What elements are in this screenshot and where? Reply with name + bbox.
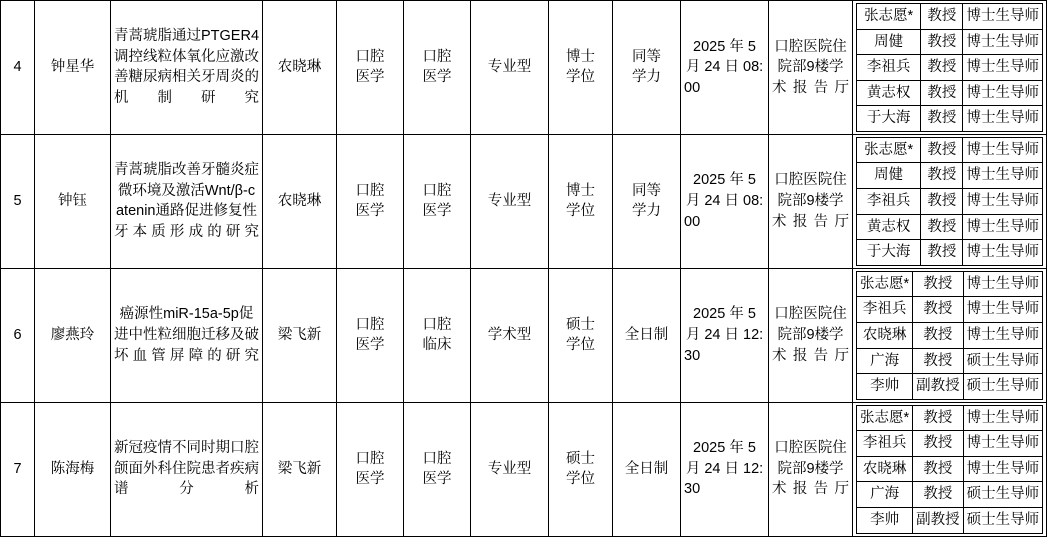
committee-list — [856, 137, 1043, 266]
member-name: 广海 — [857, 482, 913, 508]
member-name: 于大海 — [857, 106, 921, 132]
cell-discipline-secondary — [404, 1, 471, 135]
member-rank: 教授 — [913, 322, 964, 348]
member-rank: 教授 — [913, 297, 964, 323]
member-name: 李祖兵 — [857, 189, 921, 215]
cell-degree-level — [549, 402, 613, 536]
cell-degree-type: 专业型 — [471, 402, 549, 536]
member-role: 博士生导师 — [963, 4, 1043, 30]
committee-member — [857, 431, 1043, 457]
member-rank: 教授 — [921, 4, 963, 30]
member-name: 张志愿* — [857, 271, 913, 297]
member-rank: 副教授 — [913, 507, 964, 533]
member-rank: 教授 — [921, 189, 963, 215]
member-role: 博士生导师 — [963, 189, 1043, 215]
member-role: 博士生导师 — [963, 137, 1043, 163]
member-role: 博士生导师 — [963, 431, 1043, 457]
cell-index: 7 — [1, 402, 35, 536]
committee-member — [857, 348, 1043, 374]
cell-defense-time: 2025 年 5 月 24 日 08:00 — [681, 1, 769, 135]
discipline-line: 医学 — [355, 337, 385, 354]
discipline-line: 医学 — [422, 471, 452, 488]
member-role: 博士生导师 — [963, 106, 1043, 132]
discipline-line: 口腔 — [355, 48, 385, 65]
cell-discipline-primary — [337, 402, 404, 536]
member-name: 张志愿* — [857, 4, 921, 30]
table-row — [1, 134, 1047, 268]
degree-line: 学位 — [566, 203, 595, 220]
member-role: 博士生导师 — [963, 271, 1043, 297]
discipline-line: 口腔 — [355, 316, 385, 333]
discipline-line: 医学 — [355, 471, 385, 488]
cell-advisor: 农晓琳 — [263, 1, 337, 135]
member-name: 黄志权 — [857, 214, 921, 240]
discipline-line: 医学 — [355, 203, 385, 220]
committee-list — [856, 3, 1043, 132]
cell-defense-place: 口腔医院住院部9楼学术报告厅 — [769, 402, 853, 536]
cell-committee — [853, 402, 1047, 536]
member-role: 博士生导师 — [963, 29, 1043, 55]
cell-student-name: 钟星华 — [35, 1, 111, 135]
committee-member — [857, 374, 1043, 400]
member-name: 李祖兵 — [857, 55, 921, 81]
committee-member — [857, 214, 1043, 240]
table-row — [1, 402, 1047, 536]
cell-defense-place: 口腔医院住院部9楼学术报告厅 — [769, 134, 853, 268]
committee-member — [857, 322, 1043, 348]
member-role: 博士生导师 — [963, 163, 1043, 189]
member-role: 博士生导师 — [963, 214, 1043, 240]
member-name: 李帅 — [857, 507, 913, 533]
member-name: 广海 — [857, 348, 913, 374]
discipline-line: 口腔 — [422, 48, 452, 65]
cell-index: 4 — [1, 1, 35, 135]
discipline-line: 口腔 — [355, 450, 385, 467]
member-rank: 教授 — [921, 106, 963, 132]
cell-discipline-secondary — [404, 134, 471, 268]
member-name: 李祖兵 — [857, 431, 913, 457]
cell-discipline-primary — [337, 134, 404, 268]
mode-line: 学力 — [632, 203, 661, 220]
member-rank: 教授 — [913, 431, 964, 457]
cell-defense-place: 口腔医院住院部9楼学术报告厅 — [769, 268, 853, 402]
member-role: 博士生导师 — [963, 297, 1043, 323]
member-name: 农晓琳 — [857, 456, 913, 482]
member-rank: 教授 — [913, 456, 964, 482]
mode-line: 学力 — [632, 69, 661, 86]
cell-committee — [853, 1, 1047, 135]
degree-line: 学位 — [566, 69, 595, 86]
table-row — [1, 1, 1047, 135]
member-role: 博士生导师 — [963, 240, 1043, 266]
cell-committee — [853, 268, 1047, 402]
degree-line: 博士 — [566, 182, 595, 199]
cell-study-mode: 全日制 — [613, 402, 681, 536]
cell-index: 5 — [1, 134, 35, 268]
mode-line: 同等 — [632, 48, 661, 65]
member-rank: 教授 — [913, 271, 964, 297]
cell-degree-type: 专业型 — [471, 134, 549, 268]
member-rank: 副教授 — [913, 374, 964, 400]
member-role: 硕士生导师 — [963, 482, 1043, 508]
committee-member — [857, 106, 1043, 132]
member-name: 于大海 — [857, 240, 921, 266]
discipline-line: 口腔 — [422, 182, 452, 199]
committee-member — [857, 405, 1043, 431]
discipline-line: 口腔 — [422, 316, 452, 333]
cell-thesis-title: 新冠疫情不同时期口腔颌面外科住院患者疾病谱分析 — [111, 402, 263, 536]
degree-line: 博士 — [566, 48, 595, 65]
member-name: 李帅 — [857, 374, 913, 400]
cell-discipline-primary — [337, 1, 404, 135]
discipline-line: 临床 — [422, 337, 452, 354]
cell-advisor: 农晓琳 — [263, 134, 337, 268]
cell-degree-level — [549, 1, 613, 135]
cell-defense-time: 2025 年 5 月 24 日 08:00 — [681, 134, 769, 268]
cell-discipline-secondary — [404, 402, 471, 536]
degree-line: 学位 — [566, 471, 595, 488]
member-role: 硕士生导师 — [963, 374, 1043, 400]
member-role: 硕士生导师 — [963, 348, 1043, 374]
member-role: 博士生导师 — [963, 405, 1043, 431]
cell-defense-place: 口腔医院住院部9楼学术报告厅 — [769, 1, 853, 135]
member-role: 博士生导师 — [963, 456, 1043, 482]
cell-defense-time: 2025 年 5 月 24 日 12:30 — [681, 268, 769, 402]
committee-member — [857, 80, 1043, 106]
cell-index: 6 — [1, 268, 35, 402]
cell-study-mode — [613, 1, 681, 135]
cell-student-name: 钟钰 — [35, 134, 111, 268]
member-role: 博士生导师 — [963, 55, 1043, 81]
committee-member — [857, 137, 1043, 163]
cell-degree-level — [549, 134, 613, 268]
cell-student-name: 陈海梅 — [35, 402, 111, 536]
committee-member — [857, 271, 1043, 297]
cell-student-name: 廖燕玲 — [35, 268, 111, 402]
member-rank: 教授 — [921, 55, 963, 81]
committee-member — [857, 29, 1043, 55]
committee-list — [856, 271, 1043, 400]
committee-list — [856, 405, 1043, 534]
discipline-line: 医学 — [422, 203, 452, 220]
degree-line: 硕士 — [566, 450, 595, 467]
cell-thesis-title: 癌源性miR-15a-5p促进中性粒细胞迁移及破坏血管屏障的研究 — [111, 268, 263, 402]
cell-study-mode — [613, 134, 681, 268]
member-role: 博士生导师 — [963, 322, 1043, 348]
member-role: 博士生导师 — [963, 80, 1043, 106]
member-rank: 教授 — [921, 137, 963, 163]
degree-line: 学位 — [566, 337, 595, 354]
discipline-line: 医学 — [355, 69, 385, 86]
member-rank: 教授 — [913, 348, 964, 374]
committee-member — [857, 456, 1043, 482]
committee-member — [857, 482, 1043, 508]
mode-line: 同等 — [632, 182, 661, 199]
cell-discipline-primary — [337, 268, 404, 402]
member-role: 硕士生导师 — [963, 507, 1043, 533]
committee-member — [857, 163, 1043, 189]
member-rank: 教授 — [921, 29, 963, 55]
discipline-line: 口腔 — [355, 182, 385, 199]
member-name: 张志愿* — [857, 405, 913, 431]
degree-line: 硕士 — [566, 316, 595, 333]
cell-thesis-title: 青蒿琥脂通过PTGER4调控线粒体氧化应激改善糖尿病相关牙周炎的机制研究 — [111, 1, 263, 135]
committee-member — [857, 4, 1043, 30]
cell-advisor: 梁飞新 — [263, 402, 337, 536]
member-name: 周健 — [857, 163, 921, 189]
member-name: 黄志权 — [857, 80, 921, 106]
cell-degree-type: 学术型 — [471, 268, 549, 402]
cell-discipline-secondary — [404, 268, 471, 402]
member-name: 农晓琳 — [857, 322, 913, 348]
cell-advisor: 梁飞新 — [263, 268, 337, 402]
table-row — [1, 268, 1047, 402]
cell-degree-type: 专业型 — [471, 1, 549, 135]
member-rank: 教授 — [921, 214, 963, 240]
member-rank: 教授 — [921, 80, 963, 106]
cell-degree-level — [549, 268, 613, 402]
committee-member — [857, 189, 1043, 215]
cell-thesis-title: 青蒿琥脂改善牙髓炎症微环境及激活Wnt/β-catenin通路促进修复性牙本质形成的研究 — [111, 134, 263, 268]
cell-study-mode: 全日制 — [613, 268, 681, 402]
committee-member — [857, 240, 1043, 266]
member-name: 周健 — [857, 29, 921, 55]
discipline-line: 口腔 — [422, 450, 452, 467]
member-name: 张志愿* — [857, 137, 921, 163]
cell-committee — [853, 134, 1047, 268]
discipline-line: 医学 — [422, 69, 452, 86]
committee-member — [857, 297, 1043, 323]
member-name: 李祖兵 — [857, 297, 913, 323]
member-rank: 教授 — [921, 163, 963, 189]
member-rank: 教授 — [913, 482, 964, 508]
member-rank: 教授 — [913, 405, 964, 431]
committee-member — [857, 55, 1043, 81]
committee-member — [857, 507, 1043, 533]
member-rank: 教授 — [921, 240, 963, 266]
cell-defense-time: 2025 年 5 月 24 日 12:30 — [681, 402, 769, 536]
